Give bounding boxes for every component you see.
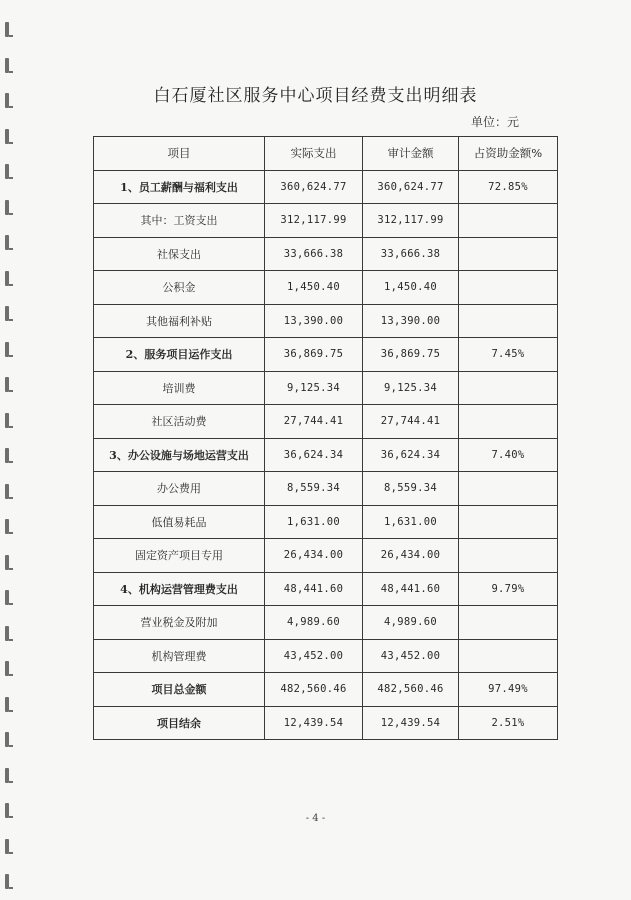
row-percent-cell: [459, 304, 558, 338]
row-item-cell: 固定资产项目专用: [94, 539, 265, 573]
row-actual-cell: 9,125.34: [265, 371, 363, 405]
row-item-cell: 社区活动费: [94, 405, 265, 439]
unit-label: 单位：元: [470, 115, 519, 129]
row-item-cell: 低值易耗品: [94, 505, 265, 539]
row-item-cell: 社保支出: [94, 237, 265, 271]
row-percent-cell: 9.79%: [459, 572, 558, 606]
binding-hole: [5, 342, 9, 357]
row-audited-cell: 27,744.41: [363, 405, 459, 439]
table-row: [94, 572, 558, 606]
binding-hole: [5, 271, 9, 286]
row-audited-cell: 48,441.60: [363, 572, 459, 606]
row-audited-cell: 312,117.99: [363, 204, 459, 238]
binding-hole: [5, 519, 9, 534]
table-row: [94, 271, 558, 305]
binding-holes: [0, 0, 18, 900]
row-percent-cell: [459, 639, 558, 673]
row-item-cell: 机构管理费: [94, 639, 265, 673]
binding-hole: [5, 484, 9, 499]
row-percent-cell: [459, 505, 558, 539]
binding-hole: [5, 661, 9, 676]
row-audited-cell: 26,434.00: [363, 539, 459, 573]
table-row: [94, 338, 558, 372]
row-percent-cell: [459, 237, 558, 271]
expense-detail-table: [93, 136, 558, 740]
row-actual-cell: 4,989.60: [265, 606, 363, 640]
row-audited-cell: 360,624.77: [363, 170, 459, 204]
row-actual-cell: 27,744.41: [265, 405, 363, 439]
row-actual-cell: 13,390.00: [265, 304, 363, 338]
table-row: [94, 304, 558, 338]
table-row: [94, 639, 558, 673]
row-percent-cell: 7.45%: [459, 338, 558, 372]
table-row: [94, 237, 558, 271]
binding-hole: [5, 697, 9, 712]
row-percent-cell: [459, 539, 558, 573]
row-percent-cell: [459, 405, 558, 439]
row-actual-cell: 33,666.38: [265, 237, 363, 271]
page-number: - 4 -: [305, 813, 326, 824]
row-audited-cell: 482,560.46: [363, 673, 459, 707]
row-percent-cell: 2.51%: [459, 706, 558, 740]
header-audited: 审计金额: [363, 137, 459, 171]
row-percent-cell: [459, 606, 558, 640]
row-item-cell: 培训费: [94, 371, 265, 405]
row-audited-cell: 36,869.75: [363, 338, 459, 372]
row-item-cell: 公积金: [94, 271, 265, 305]
row-percent-cell: 72.85%: [459, 170, 558, 204]
table-row: [94, 539, 558, 573]
row-percent-cell: 7.40%: [459, 438, 558, 472]
row-actual-cell: 36,869.75: [265, 338, 363, 372]
row-actual-cell: 26,434.00: [265, 539, 363, 573]
table-row: [94, 371, 558, 405]
row-percent-cell: [459, 271, 558, 305]
binding-hole: [5, 306, 9, 321]
binding-hole: [5, 200, 9, 215]
table-row: [94, 472, 558, 506]
row-item-cell: 其他福利补贴: [94, 304, 265, 338]
table-row: [94, 405, 558, 439]
binding-hole: [5, 129, 9, 144]
row-actual-cell: 36,624.34: [265, 438, 363, 472]
row-audited-cell: 4,989.60: [363, 606, 459, 640]
row-item-cell: 2、服务项目运作支出: [94, 338, 265, 372]
table-row: [94, 673, 558, 707]
row-item-cell: 营业税金及附加: [94, 606, 265, 640]
row-percent-cell: [459, 204, 558, 238]
document-title: 白石厦社区服务中心项目经费支出明细表: [153, 86, 478, 106]
binding-hole: [5, 377, 9, 392]
row-percent-cell: [459, 472, 558, 506]
row-actual-cell: 48,441.60: [265, 572, 363, 606]
row-actual-cell: 43,452.00: [265, 639, 363, 673]
binding-hole: [5, 590, 9, 605]
row-item-cell: 3、办公设施与场地运营支出: [94, 438, 265, 472]
binding-hole: [5, 732, 9, 747]
table-header-row: [94, 137, 558, 171]
row-actual-cell: 1,450.40: [265, 271, 363, 305]
row-audited-cell: 13,390.00: [363, 304, 459, 338]
row-actual-cell: 312,117.99: [265, 204, 363, 238]
row-actual-cell: 1,631.00: [265, 505, 363, 539]
row-audited-cell: 1,631.00: [363, 505, 459, 539]
row-item-cell: 1、员工薪酬与福利支出: [94, 170, 265, 204]
row-audited-cell: 33,666.38: [363, 237, 459, 271]
binding-hole: [5, 768, 9, 783]
row-audited-cell: 43,452.00: [363, 639, 459, 673]
header-percent: 占资助金额%: [459, 137, 558, 171]
row-actual-cell: 482,560.46: [265, 673, 363, 707]
row-percent-cell: [459, 371, 558, 405]
binding-hole: [5, 58, 9, 73]
row-audited-cell: 12,439.54: [363, 706, 459, 740]
table-row: [94, 606, 558, 640]
row-audited-cell: 1,450.40: [363, 271, 459, 305]
row-audited-cell: 36,624.34: [363, 438, 459, 472]
binding-hole: [5, 448, 9, 463]
header-actual: 实际支出: [265, 137, 363, 171]
row-actual-cell: 8,559.34: [265, 472, 363, 506]
header-item: 项目: [94, 137, 265, 171]
row-audited-cell: 9,125.34: [363, 371, 459, 405]
row-audited-cell: 8,559.34: [363, 472, 459, 506]
row-item-cell: 办公费用: [94, 472, 265, 506]
binding-hole: [5, 874, 9, 889]
table-row: [94, 204, 558, 238]
binding-hole: [5, 626, 9, 641]
binding-hole: [5, 555, 9, 570]
binding-hole: [5, 235, 9, 250]
table-row: [94, 706, 558, 740]
table-body: [94, 170, 558, 740]
binding-hole: [5, 22, 9, 37]
row-actual-cell: 360,624.77: [265, 170, 363, 204]
table-row: [94, 505, 558, 539]
binding-hole: [5, 413, 9, 428]
row-item-cell: 4、机构运营管理费支出: [94, 572, 265, 606]
row-item-cell: 项目结余: [94, 706, 265, 740]
row-actual-cell: 12,439.54: [265, 706, 363, 740]
row-item-cell: 其中：工资支出: [94, 204, 265, 238]
table-row: [94, 170, 558, 204]
row-percent-cell: 97.49%: [459, 673, 558, 707]
row-item-cell: 项目总金额: [94, 673, 265, 707]
binding-hole: [5, 164, 9, 179]
binding-hole: [5, 839, 9, 854]
table-row: [94, 438, 558, 472]
